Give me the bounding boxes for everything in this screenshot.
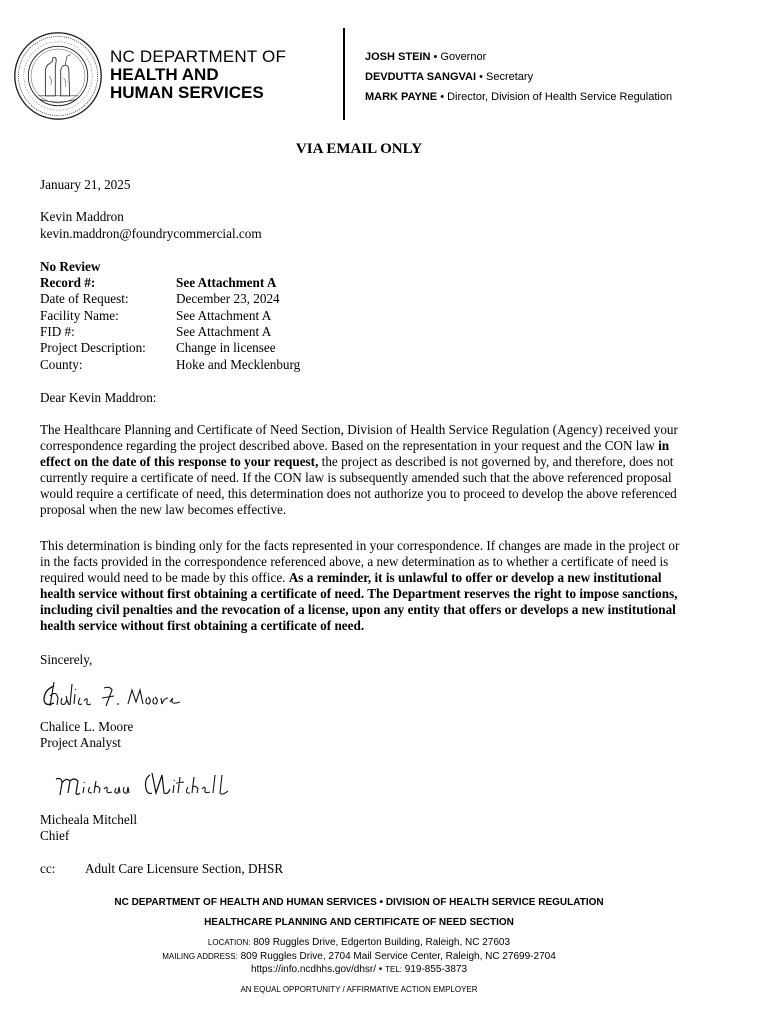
delivery-method: VIA EMAIL ONLY [295, 141, 423, 157]
footer-mailing-address: MAILING ADDRESS: 809 Ruggles Drive, 2704 Mail Service Center, Raleigh, NC 27699-2704 [162, 951, 556, 962]
signer-name-2: Micheala Mitchell [40, 812, 138, 827]
review-value-record: See Attachment A [176, 275, 277, 290]
signer-title-2: Chief [40, 828, 70, 843]
review-value-project: Change in licensee [176, 340, 276, 355]
recipient-email: kevin.maddron@foundrycommercial.com [40, 226, 262, 241]
footer-contact: https://info.ncdhhs.gov/dhsr/ • TEL: 919-855-3873 [250, 964, 468, 975]
signature-chalice-moore [40, 676, 190, 714]
review-value-county: Hoke and Mecklenburg [176, 357, 301, 372]
paragraph-determination: The Healthcare Planning and Certificate of Need Section, Division of Health Service Regulation (Agency) received your correspondence regarding the project described above. Based on the representation in your request and the CON law in effect on the date of this response to your request, the project as described is not governed by, and therefore, does not currently require a certificate of need. If the CON law is subsequently amended such that the above referenced proposal would require a certificate of need, this determination does not authorize you to proceed to develop the above referenced proposal when the new law becomes effective. [40, 422, 678, 517]
closing: Sincerely, [40, 652, 93, 667]
paragraph-binding: This determination is binding only for the facts represented in your correspondence. If changes are made in the project or in the facts provided in the correspondence referenced above, a new determination as to whether a certificate of need is required would need to be made by this office. As a reminder, it is unlawful to offer or develop a new institutional health service without first obtaining a certificate of need. The Department reserves the right to impose sanctions, including civil penalties and the revocation of a license, upon any entity that offers or develops a new institutional health service without first obtaining a certificate of need. [40, 538, 680, 633]
review-label-project: Project Description: [40, 340, 146, 355]
salutation: Dear Kevin Maddron: [40, 390, 157, 405]
nc-state-seal-icon [13, 31, 103, 121]
signer-title-1: Project Analyst [40, 735, 121, 750]
review-value-facility: See Attachment A [176, 308, 272, 323]
review-value-fid: See Attachment A [176, 324, 272, 339]
header-divider [343, 28, 345, 120]
department-name-line1: NC DEPARTMENT OF [110, 47, 287, 66]
footer-website-link[interactable]: https://info.ncdhhs.gov/dhsr/ [250, 964, 377, 975]
review-heading: No Review [40, 259, 101, 274]
cc-label: cc: [40, 861, 56, 876]
department-name-line2: HEALTH AND [110, 65, 219, 84]
official-governor: JOSH STEIN • Governor [365, 51, 487, 63]
cc-value: Adult Care Licensure Section, DHSR [85, 861, 284, 876]
recipient-name: Kevin Maddron [40, 209, 124, 224]
official-secretary: DEVDUTTA SANGVAI • Secretary [365, 71, 534, 83]
letter-date: January 21, 2025 [40, 177, 131, 192]
review-label-record: Record #: [40, 275, 96, 290]
official-director: MARK PAYNE • Director, Division of Health Service Regulation [365, 91, 673, 103]
review-label-date: Date of Request: [40, 291, 129, 306]
footer-eeo-statement: AN EQUAL OPPORTUNITY / AFFIRMATIVE ACTION EMPLOYER [240, 985, 478, 994]
footer-department: NC DEPARTMENT OF HEALTH AND HUMAN SERVICES • DIVISION OF HEALTH SERVICE REGULATION [114, 897, 604, 908]
department-name-line3: HUMAN SERVICES [110, 83, 264, 102]
review-label-county: County: [40, 357, 83, 372]
footer-location: LOCATION: 809 Ruggles Drive, Edgerton Building, Raleigh, NC 27603 [207, 937, 511, 948]
review-label-facility: Facility Name: [40, 308, 119, 323]
review-label-fid: FID #: [40, 324, 75, 339]
signer-name-1: Chalice L. Moore [40, 719, 134, 734]
review-value-date: December 23, 2024 [176, 291, 280, 306]
signature-micheala-mitchell [52, 765, 237, 805]
footer-section: HEALTHCARE PLANNING AND CERTIFICATE OF NEED SECTION [204, 917, 514, 928]
